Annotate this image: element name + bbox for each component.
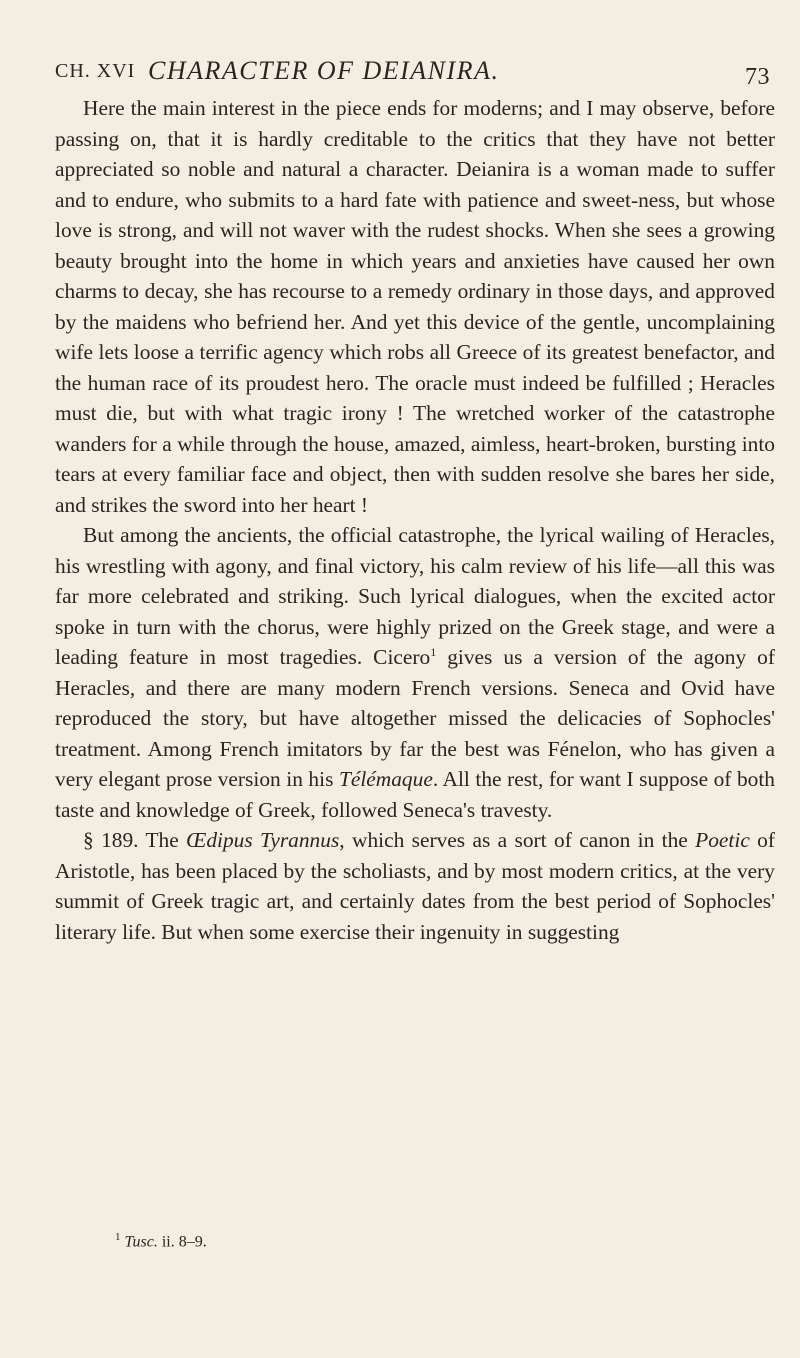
work-title: Œdipus Tyrannus [186, 828, 340, 852]
paragraph-text: But among the ancients, the official catastrophe, the lyrical wailing of Heracles, his wrestling with agony, and final victory, his calm review of his life—all this was far more celebrated and striking. Such lyrical dialogues, when the excited actor spoke in turn with the chorus, were highly prized on the Greek stage, and were a leading feature in most tragedies. Cicero [55, 523, 775, 669]
paragraph-text: Here the main interest in the piece ends for moderns; and I may observe, before passing on, that it is hardly creditable to the critics that they have not better appreciated so noble and natural a character. Deianira is a woman made to suffer and to endure, who submits to a hard fate with patience and sweet-ness, but whose love is strong, and will not waver with the rudest shocks. When she sees a growing beauty brought into the home in which years and anxieties have caused her own charms to decay, she has recourse to a remedy ordinary in those days, and approved by the maidens who befriend her. And yet this device of the gentle, uncomplaining wife lets loose a terrific agency which robs all Greece of its greatest benefactor, and the human race of its proudest hero. The oracle must indeed be fulfilled ; Heracles must die, but with what tragic irony ! The wretched worker of the catastrophe wanders for a while through the house, amazed, aimless, heart-broken, bursting into tears at every familiar face and object, then with sudden resolve she bares her side, and strikes the sword into her heart ! [55, 96, 775, 517]
footnote-source: Tusc. [124, 1233, 158, 1251]
paragraph-text: . All the rest, for want I suppose of both taste and knowledge of Greek, followed Seneca's travesty. [55, 767, 775, 822]
footnote-location: ii. 8–9. [157, 1233, 207, 1251]
paragraph [55, 825, 775, 947]
paragraph-text: , which serves as a sort of canon in the [339, 828, 696, 852]
work-title: Poetic [695, 828, 750, 852]
work-title: Télémaque [338, 767, 433, 791]
chapter-label: CH. XVI [55, 60, 136, 82]
paragraph-text: gives us a version of the agony of Heracles, and there are many modern French versions. Seneca and Ovid have reproduced the story, but have altogether missed the delicacies of Sophocles' treatment. Among French imitators by far the best was Fénelon, who has given a very elegant prose version in his [55, 645, 775, 791]
paragraph [55, 93, 775, 520]
footnote-reference: 1 [430, 644, 437, 659]
page-number: 73 [745, 64, 770, 90]
running-head [55, 56, 770, 96]
paragraph [55, 520, 775, 825]
chapter-title: CHARACTER OF DEIANIRA. [148, 56, 500, 85]
footnote [55, 1231, 770, 1251]
paragraph-text: § 189. The [83, 828, 187, 852]
paragraph-text: of Aristotle, has been placed by the scholiasts, and by most modern critics, at the very summit of Greek tragic art, and certainly dates from the best period of Sophocles' literary life. But when some exercise their ingenuity in suggesting [55, 828, 776, 944]
body-text [55, 93, 775, 947]
footnote-mark: 1 [115, 1231, 121, 1243]
